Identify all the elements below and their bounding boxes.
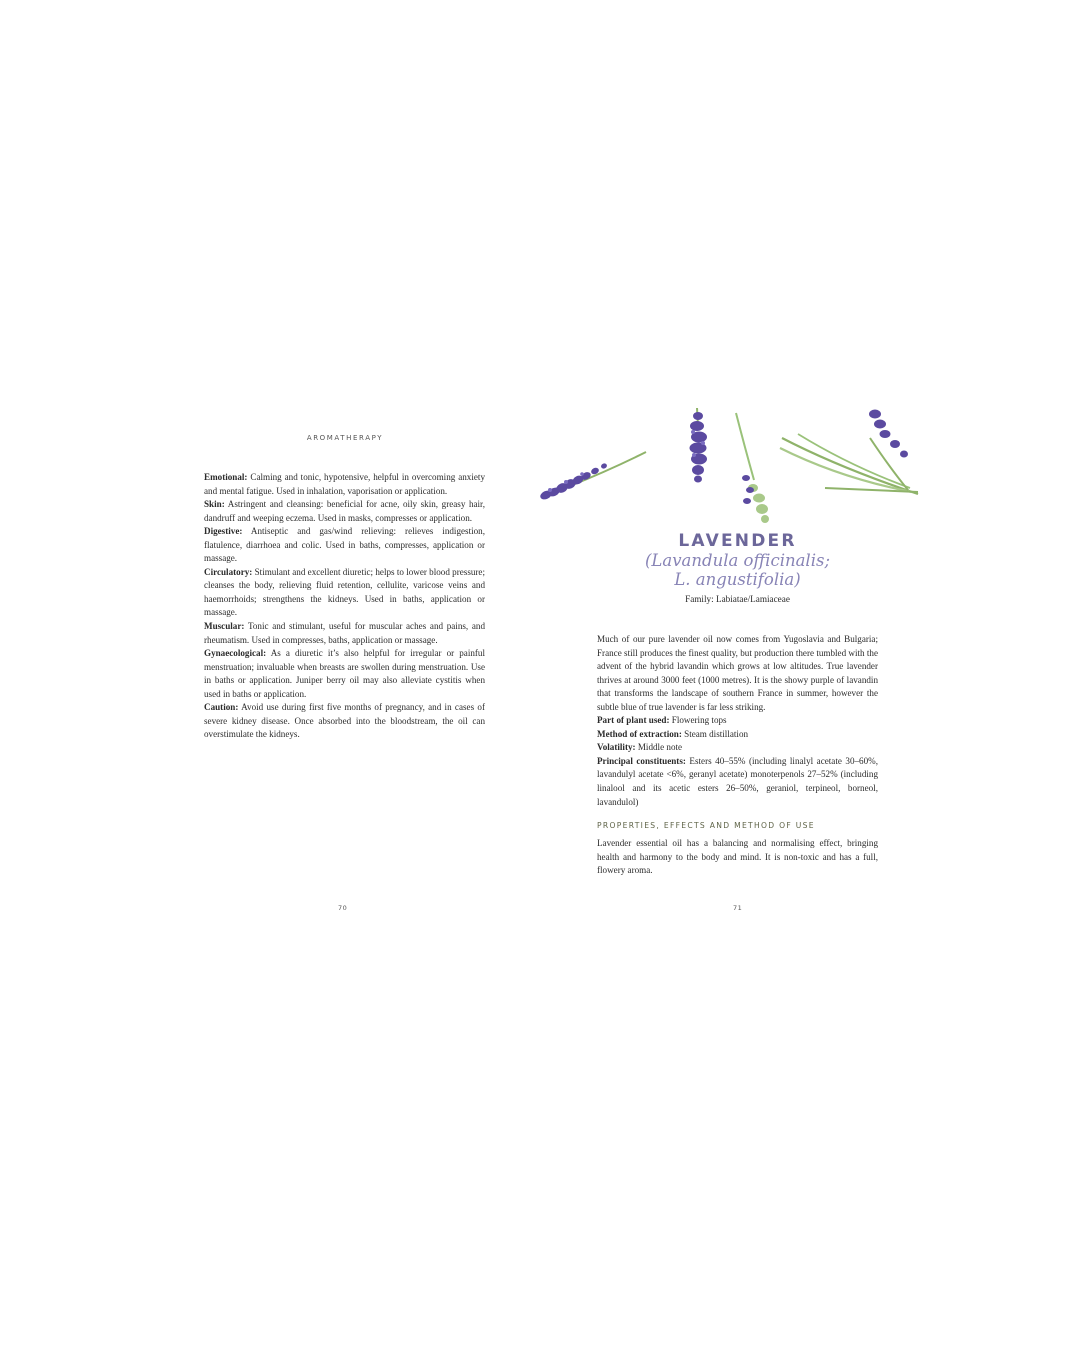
page-number-right: 71 [733, 904, 743, 912]
body-paragraph [204, 701, 485, 742]
page-title: LAVENDER [678, 531, 797, 551]
properties-text [597, 837, 878, 878]
paragraph-term: Muscular: [204, 621, 245, 632]
properties-paragraph: Lavender essential oil has a balancing and normalising effect, bringing health and harmony to the body and mind. It is non-toxic and has a full, flowery aroma. [597, 838, 878, 876]
fact-text: Esters 40–55% (including linalyl acetate 30–60%, lavandulyl acetate <6%, geranyl acetate) monoterpenols 27–52% (including linalool and its acetic esters 26–50%, geraniol, terpineol, borneol, lavandulol) [597, 755, 878, 807]
fact-line [597, 714, 878, 728]
right-page [540, 0, 1080, 1350]
paragraph-term: Gynaecological: [204, 648, 267, 659]
latin-name-line-2: L. angustifolia) [674, 570, 801, 589]
fact-text: Flowering tops [669, 715, 727, 726]
paragraph-text: Calming and tonic, hypotensive, helpful in overcoming anxiety and mental fatigue. Used in inhalation, vaporisation or application. [204, 472, 485, 496]
fact-term: Method of extraction: [597, 728, 682, 739]
paragraph-text: Tonic and stimulant, useful for muscular aches and pains, and rheumatism. Used in compresses, baths, application or massage. [204, 621, 485, 645]
latin-name [600, 551, 875, 589]
lavender-sprig-4 [780, 410, 918, 495]
intro-paragraph: Much of our pure lavender oil now comes from Yugoslavia and Bulgaria; France still produces the finest quality, but production there tumbled with the advent of the hybrid lavandin which grows at low altitudes. True lavender thrives at around 3000 feet (1000 metres). It is the showy purple of lavandin that transforms the landscape of southern France in summer, however the subtle blue of true lavender is far less striking. [597, 634, 878, 712]
left-body-text [204, 471, 485, 742]
paragraph-term: Caution: [204, 702, 239, 713]
paragraph-term: Digestive: [204, 526, 243, 537]
page-number-left: 70 [338, 904, 348, 912]
body-paragraph [204, 620, 485, 647]
latin-name-line-1: (Lavandula officinalis; [644, 551, 831, 570]
lavender-sprig-2 [690, 408, 708, 483]
lavender-sprigs-image [540, 408, 925, 526]
paragraph-text: As a diuretic it’s also helpful for irregular or painful menstruation; invaluable when breasts are swollen during menstruation. Use in baths or application. Juniper berry oil may also alleviate cystitis when used in baths or application. [204, 648, 485, 699]
paragraph-term: Skin: [204, 499, 225, 510]
section-subheading: PROPERTIES, EFFECTS AND METHOD OF USE [597, 821, 815, 830]
right-body-text [597, 633, 878, 809]
body-paragraph [204, 471, 485, 498]
fact-term: Volatility: [597, 742, 636, 753]
body-paragraph [204, 498, 485, 525]
lavender-sprig-3 [736, 413, 769, 523]
paragraph-text: Stimulant and excellent diuretic; helps to lower blood pressure; cleanses the body, relieving fluid retention, cellulite, varicose veins and haemorrhoids; strengthens the kidneys. Used in baths, application or massage. [204, 566, 485, 618]
body-paragraph [204, 525, 485, 566]
lavender-sprig-1 [540, 452, 646, 501]
fact-term: Principal constituents: [597, 755, 686, 766]
fact-text: Steam distillation [681, 728, 749, 739]
fact-text: Middle note [635, 742, 683, 753]
paragraph-text: Avoid use during first five months of pregnancy, and in cases of severe kidney disease. Once absorbed into the bloodstream, the oil can overstimulate the kidneys. [204, 702, 485, 740]
family-label: Family: Labiatae/Lamiaceae [685, 594, 790, 604]
fact-line [597, 755, 878, 809]
paragraph-text: Antiseptic and gas/wind relieving: relieves indigestion, flatulence, diarrhoea and colic. Used in baths, compresses, application or massage. [204, 526, 485, 564]
fact-line [597, 741, 878, 755]
fact-term: Part of plant used: [597, 715, 670, 726]
body-paragraph [204, 566, 485, 620]
fact-line [597, 728, 878, 742]
running-head: AROMATHERAPY [306, 434, 384, 442]
body-paragraph [204, 647, 485, 701]
paragraph-term: Circulatory: [204, 566, 253, 577]
paragraph-text: Astringent and cleansing: beneficial for acne, oily skin, greasy hair, dandruff and weeping eczema. Used in masks, compresses or application. [204, 499, 485, 523]
paragraph-term: Emotional: [204, 472, 248, 482]
